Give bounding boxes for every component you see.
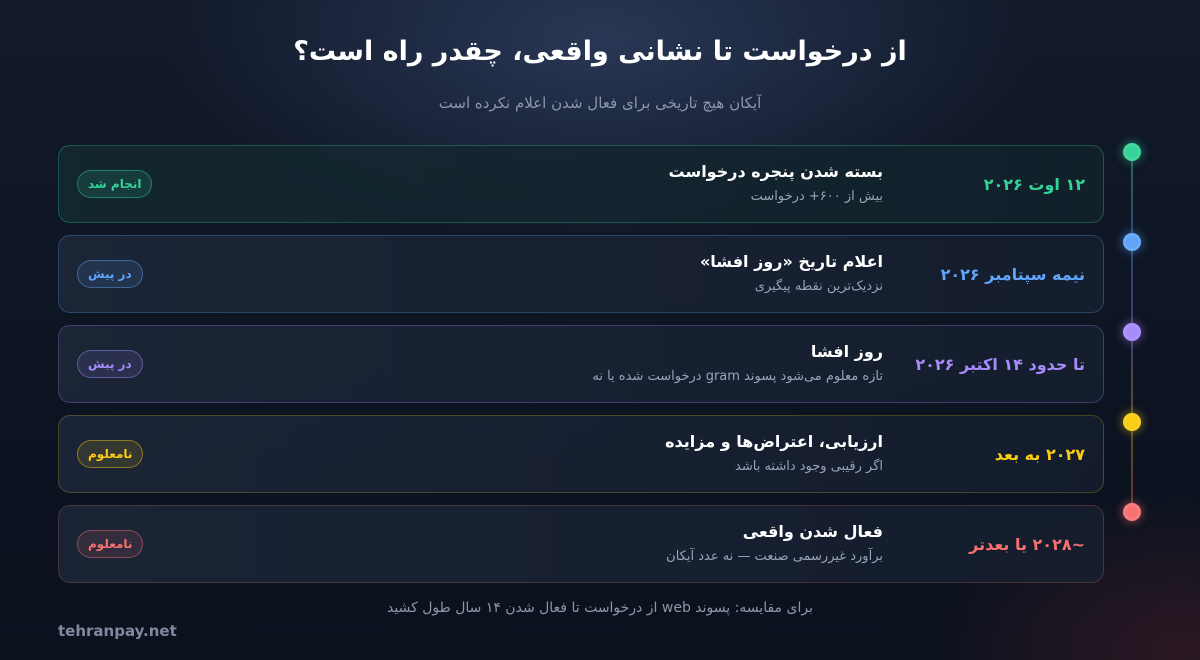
timeline-row: [58, 325, 1104, 403]
status-badge: انجام شد: [77, 170, 152, 198]
row-description: بیش از ۶۰۰+ درخواست: [750, 189, 883, 204]
timeline-rail: [1120, 140, 1144, 522]
row-title: فعال شدن واقعی: [742, 522, 883, 541]
row-description: نزدیک‌ترین نقطه پیگیری: [754, 279, 883, 294]
page-subtitle: آیکان هیچ تاریخی برای فعال شدن اعلام نکرده است: [438, 94, 762, 112]
row-title: بسته شدن پنجره درخواست: [668, 162, 883, 181]
timeline-row: [58, 505, 1104, 583]
timeline-list: [58, 145, 1104, 595]
row-date: ~۲۰۲۸ یا بعدتر: [969, 534, 1085, 554]
status-badge: در پیش: [77, 260, 143, 288]
row-title: اعلام تاریخ «روز افشا»: [699, 252, 883, 271]
timeline-dot-icon: [1123, 233, 1141, 251]
row-title: ارزیابی، اعتراض‌ها و مزایده: [665, 432, 883, 451]
row-content: [592, 342, 883, 384]
row-content: [666, 522, 883, 564]
brand-link[interactable]: tehranpay.net: [58, 622, 177, 640]
row-content: [665, 432, 883, 474]
page-title: از درخواست تا نشانی واقعی، چقدر راه است؟: [293, 36, 907, 67]
comparison-note: برای مقایسه: پسوند web از درخواست تا فعال شدن ۱۴ سال طول کشید: [387, 600, 813, 616]
status-badge: نامعلوم: [77, 530, 143, 558]
timeline-dot-icon: [1123, 503, 1141, 521]
row-date: تا حدود ۱۴ اکتبر ۲۰۲۶: [915, 354, 1085, 374]
status-badge: نامعلوم: [77, 440, 143, 468]
timeline-dot-icon: [1123, 323, 1141, 341]
row-date: ۲۰۲۷ به بعد: [994, 444, 1085, 464]
timeline-dot-icon: [1123, 413, 1141, 431]
row-title: روز افشا: [810, 342, 883, 361]
row-description: برآورد غیررسمی صنعت — نه عدد آیکان: [666, 549, 883, 564]
timeline-row: [58, 235, 1104, 313]
row-date: نیمه سپتامبر ۲۰۲۶: [940, 264, 1085, 284]
row-content: [669, 162, 883, 204]
row-description: اگر رقیبی وجود داشته باشد: [735, 459, 883, 474]
timeline-dot-icon: [1123, 143, 1141, 161]
timeline-row: [58, 415, 1104, 493]
timeline-row: [58, 145, 1104, 223]
row-content: [700, 252, 883, 294]
status-badge: در پیش: [77, 350, 143, 378]
row-date: ۱۲ اوت ۲۰۲۶: [983, 174, 1085, 194]
row-description: تازه معلوم می‌شود پسوند gram درخواست شده یا نه: [592, 369, 883, 384]
